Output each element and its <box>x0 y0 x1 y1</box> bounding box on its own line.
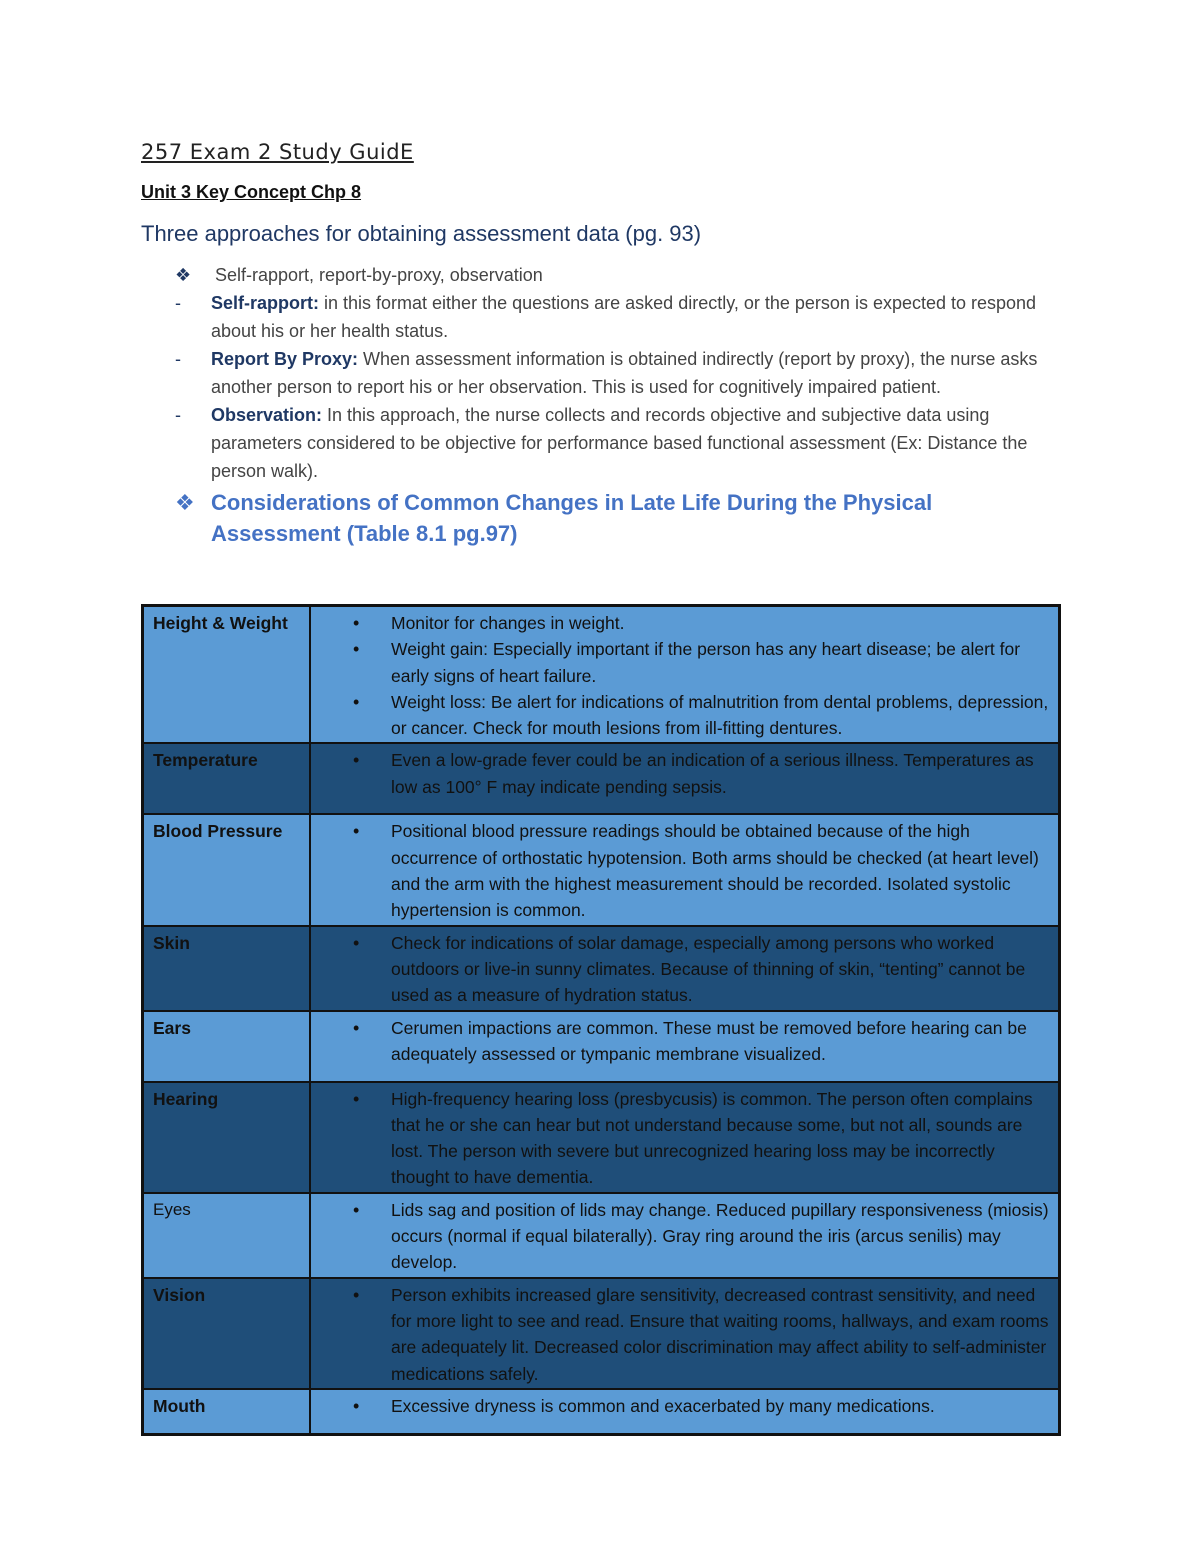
row-content <box>310 1011 1060 1082</box>
considerations-text: Considerations of Common Changes in Late Life During the Physical Assessment (Table 8.1 pg.97) <box>211 490 933 546</box>
row-bullets <box>325 1086 1052 1191</box>
row-label: Blood Pressure <box>143 814 311 925</box>
row-bullets <box>325 1015 1052 1068</box>
row-label: Ears <box>143 1011 311 1082</box>
approaches-heading: Three approaches for obtaining assessment data (pg. 93) <box>141 221 702 246</box>
row-content <box>310 743 1060 814</box>
row-bullets <box>325 1282 1052 1387</box>
list-item: • Monitor for changes in weight. <box>325 610 1052 636</box>
list-item: • Person exhibits increased glare sensitivity, decreased contrast sensitivity, and need for more light to see and read. Ensure that waiting rooms, hallways, and exam rooms are adequately lit. Decreased color discrimination may affect ability to self-administer medications safely. <box>325 1282 1052 1387</box>
table-row <box>143 926 1060 1011</box>
approaches-list <box>141 261 1061 485</box>
list-item <box>141 261 1061 289</box>
table-row <box>143 1278 1060 1389</box>
table-row <box>143 1082 1060 1193</box>
list-item-text: Self-rapport, report-by-proxy, observation <box>215 265 543 285</box>
row-label: Temperature <box>143 743 311 814</box>
document-title: 257 Exam 2 Study GuidE <box>141 140 414 164</box>
list-item: • Check for indications of solar damage, especially among persons who worked outdoors or live-in sunny climates. Because of thinning of skin, “tenting” cannot be used as a measure of hydration status. <box>325 930 1052 1009</box>
row-content <box>310 814 1060 925</box>
row-label: Hearing <box>143 1082 311 1193</box>
diamond-bullet-icon: ❖ <box>175 265 192 285</box>
list-item-term: Observation: <box>211 405 323 425</box>
row-label: Eyes <box>143 1193 311 1278</box>
table-row <box>143 606 1060 744</box>
row-bullets <box>325 818 1052 923</box>
list-item: • Lids sag and position of lids may change. Reduced pupillary responsiveness (miosis) occurs (normal if equal bilaterally). Gray ring around the iris (arcus senilis) may develop. <box>325 1197 1052 1276</box>
row-bullets <box>325 1393 1052 1419</box>
diamond-bullet-icon: ❖ <box>175 490 195 515</box>
considerations-heading <box>141 487 1061 549</box>
list-item: • Weight gain: Especially important if the person has any heart disease; be alert for early signs of heart failure. <box>325 636 1052 689</box>
row-label: Vision <box>143 1278 311 1389</box>
row-bullets <box>325 610 1052 741</box>
assessment-table <box>141 604 1061 1436</box>
list-item: • Positional blood pressure readings should be obtained because of the high occurrence of orthostatic hypotension. Both arms should be checked (at heart level) and the arm with the highest measurement should be recorded. Isolated systolic hypertension is common. <box>325 818 1052 923</box>
table-row <box>143 1389 1060 1435</box>
list-item <box>141 289 1061 345</box>
list-item: • High-frequency hearing loss (presbycusis) is common. The person often complains that he or she can hear but not understand because some, but not all, sounds are lost. The person with severe but unrecognized hearing loss may be incorrectly thought to have dementia. <box>325 1086 1052 1191</box>
table-row <box>143 814 1060 925</box>
row-bullets <box>325 930 1052 1009</box>
table-row <box>143 1011 1060 1082</box>
list-item: • Even a low-grade fever could be an indication of a serious illness. Temperatures as low as 100° F may indicate pending sepsis. <box>325 747 1052 800</box>
row-content <box>310 1278 1060 1389</box>
row-bullets <box>325 747 1052 800</box>
list-item-text: When assessment information is obtained indirectly (report by proxy), the nurse asks another person to report his or her observation. This is used for cognitively impaired patient. <box>211 349 1038 397</box>
list-item-text: in this format either the questions are asked directly, or the person is expected to respond about his or her health status. <box>211 293 1037 341</box>
list-item <box>141 345 1061 401</box>
assessment-table-body <box>143 606 1060 1435</box>
row-label: Height & Weight <box>143 606 311 744</box>
list-item-term: Self-rapport: <box>211 293 319 313</box>
row-label: Skin <box>143 926 311 1011</box>
row-content <box>310 1193 1060 1278</box>
table-row <box>143 1193 1060 1278</box>
row-bullets <box>325 1197 1052 1276</box>
list-item: • Weight loss: Be alert for indications of malnutrition from dental problems, depression, or cancer. Check for mouth lesions from ill-fitting dentures. <box>325 689 1052 742</box>
dash-bullet: - <box>175 405 181 425</box>
row-content <box>310 1082 1060 1193</box>
document-page <box>141 140 1061 549</box>
row-label: Mouth <box>143 1389 311 1435</box>
row-content <box>310 606 1060 744</box>
unit-heading: Unit 3 Key Concept Chp 8 <box>141 182 362 202</box>
list-item: • Excessive dryness is common and exacerbated by many medications. <box>325 1393 1052 1419</box>
list-item-text: In this approach, the nurse collects and records objective and subjective data using parameters considered to be objective for performance based functional assessment (Ex: Distance the person walk). <box>211 405 1028 481</box>
list-item: • Cerumen impactions are common. These must be removed before hearing can be adequately assessed or tympanic membrane visualized. <box>325 1015 1052 1068</box>
table-row <box>143 743 1060 814</box>
list-item-term: Report By Proxy: <box>211 349 359 369</box>
row-content <box>310 1389 1060 1435</box>
list-item <box>141 401 1061 485</box>
dash-bullet: - <box>175 349 181 369</box>
row-content <box>310 926 1060 1011</box>
dash-bullet: - <box>175 293 181 313</box>
